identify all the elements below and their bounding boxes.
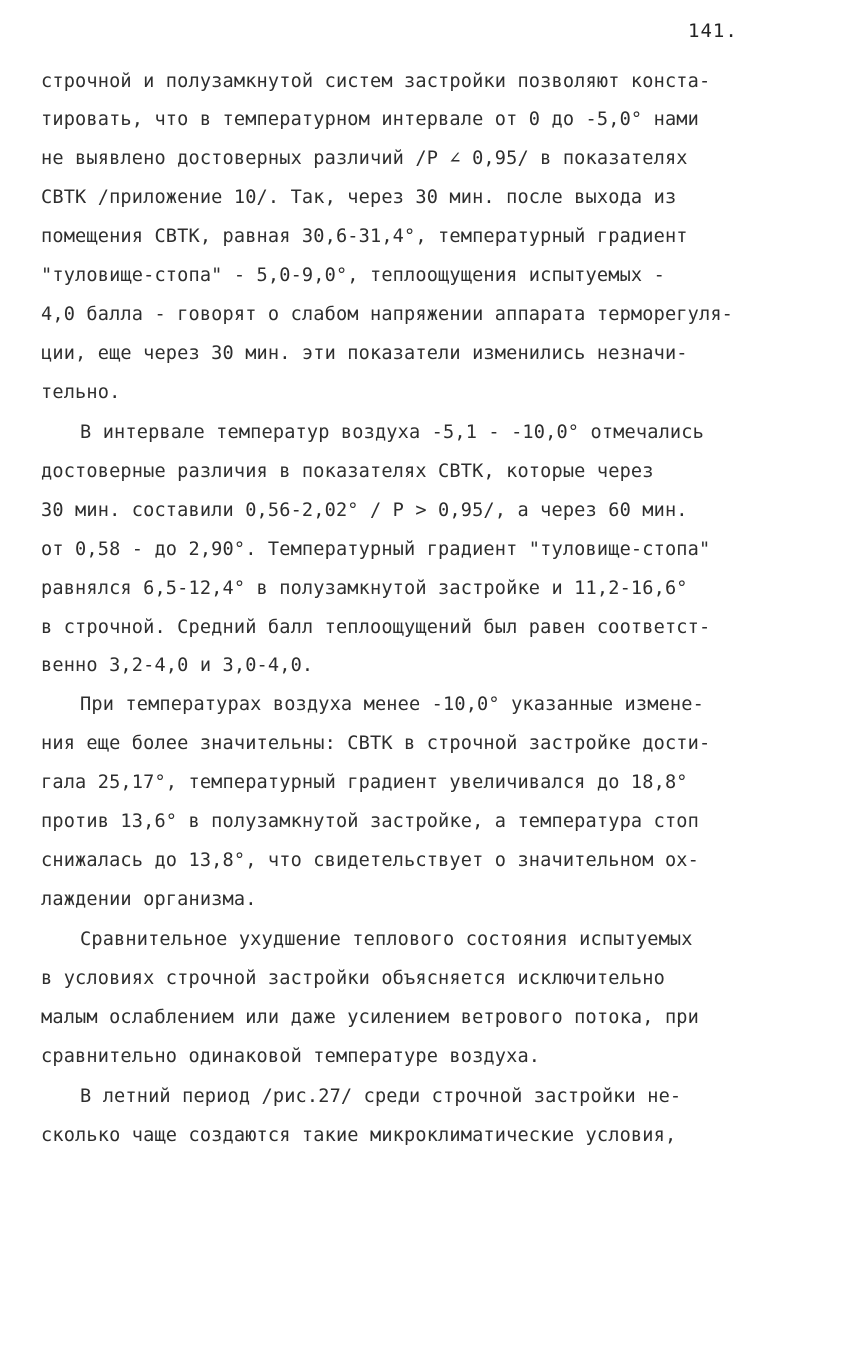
text-line: помещения СВТК, равная 30,6-31,4°, температурный градиент (41, 226, 688, 247)
text-line: Сравнительное ухудшение теплового состояния испытуемых (80, 929, 693, 950)
text-line: в условиях строчной застройки объясняется исключительно (41, 968, 665, 989)
text-line: 4,0 балла - говорят о слабом напряжении аппарата терморегуля- (41, 304, 734, 325)
text-line: снижалась до 13,8°, что свидетельствует о значительном ох- (41, 850, 699, 871)
text-line: При температурах воздуха менее -10,0° указанные измене- (80, 694, 704, 715)
text-line: "туловище-стопа" - 5,0-9,0°, теплоощущения испытуемых - (41, 265, 665, 286)
text-line: гала 25,17°, температурный градиент увеличивался до 18,8° (41, 772, 688, 793)
text-line: достоверные различия в показателях СВТК, которые через (41, 461, 654, 482)
text-line: против 13,6° в полузамкнутой застройке, а температура стоп (41, 811, 699, 832)
text-line: СВТК /приложение 10/. Так, через 30 мин. после выхода из (41, 187, 677, 208)
text-line: от 0,58 - до 2,90°. Температурный градиент "туловище-стопа" (41, 539, 711, 560)
text-line: В интервале температур воздуха -5,1 - -10,0° отмечались (80, 422, 704, 443)
text-line: венно 3,2-4,0 и 3,0-4,0. (41, 655, 314, 676)
text-line: ния еще более значительны: СВТК в строчной застройке дости- (41, 733, 711, 754)
text-line: 30 мин. составили 0,56-2,02° / Р > 0,95/, а через 60 мин. (41, 500, 688, 521)
text-line: сравнительно одинаковой температуре воздуха. (41, 1046, 541, 1067)
text-line: малым ослаблением или даже усилением ветрового потока, при (41, 1007, 699, 1028)
text-line: тировать, что в температурном интервале от 0 до -5,0° нами (41, 109, 699, 130)
text-line: В летний период /рис.27/ среди строчной застройки не- (80, 1086, 682, 1107)
text-line: равнялся 6,5-12,4° в полузамкнутой застройке и 11,2-16,6° (41, 578, 688, 599)
text-line: тельно. (41, 382, 121, 403)
text-line: не выявлено достоверных различий /Р ∠ 0,95/ в показателях (41, 148, 688, 169)
text-line: строчной и полузамкнутой систем застройки позволяют конста- (41, 71, 711, 92)
text-line: в строчной. Средний балл теплоощущений был равен соответст- (41, 617, 711, 638)
page-number: 141. (688, 20, 738, 42)
text-line: сколько чаще создаются такие микроклиматические условия, (41, 1125, 677, 1146)
text-line: ции, еще через 30 мин. эти показатели изменились незначи- (41, 343, 688, 364)
text-line: лаждении организма. (41, 889, 257, 910)
